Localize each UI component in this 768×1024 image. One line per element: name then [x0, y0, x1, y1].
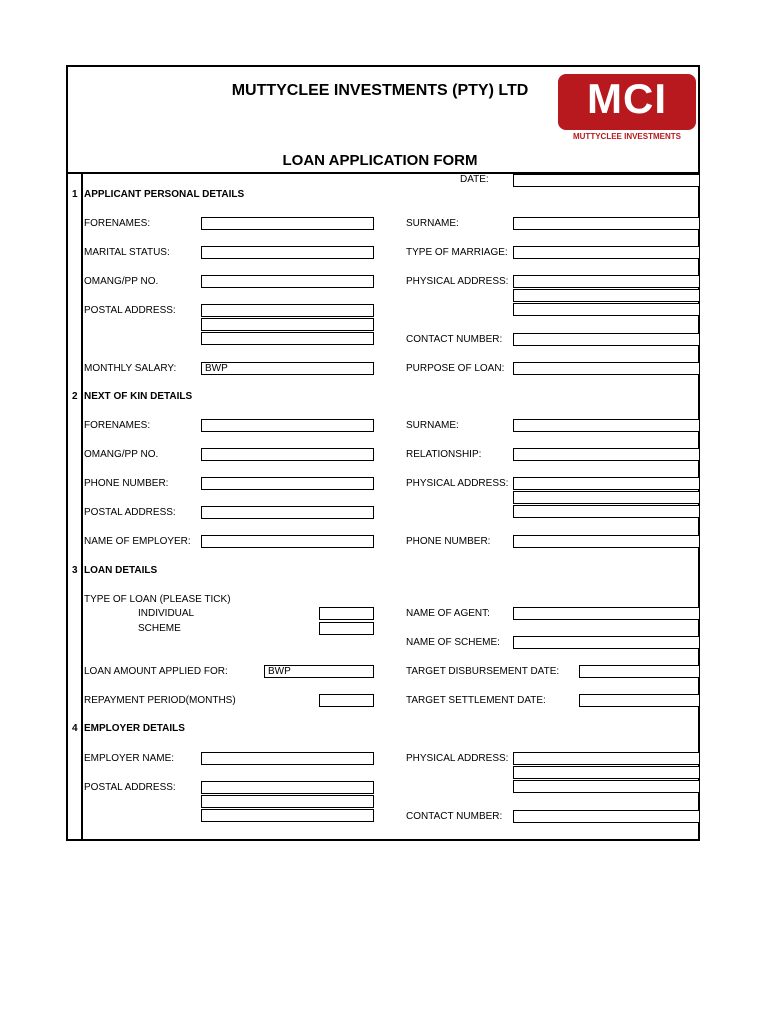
section-2-title: NEXT OF KIN DETAILS	[84, 391, 193, 402]
form-title: LOAN APPLICATION FORM	[282, 152, 478, 169]
applicant-postal-address-field-1[interactable]	[201, 304, 374, 317]
loan-scheme-label: SCHEME	[138, 623, 181, 634]
kin-surname-label: SURNAME:	[406, 420, 459, 431]
kin-postal-address-field[interactable]	[201, 506, 374, 519]
kin-forenames-field[interactable]	[201, 419, 374, 432]
kin-surname-field[interactable]	[513, 419, 700, 432]
applicant-postal-address-label: POSTAL ADDRESS:	[84, 305, 176, 316]
kin-physical-address-field-1[interactable]	[513, 477, 700, 490]
kin-physical-address-field-2[interactable]	[513, 491, 700, 504]
logo-text: MCI	[587, 75, 667, 122]
applicant-forenames-label: FORENAMES:	[84, 218, 151, 229]
name-of-scheme-label: NAME OF SCHEME:	[406, 637, 500, 648]
employer-physical-address-field-1[interactable]	[513, 752, 700, 765]
employer-physical-address-field-3[interactable]	[513, 780, 700, 793]
kin-omang-label: OMANG/PP NO.	[84, 449, 159, 460]
loan-individual-checkbox[interactable]	[319, 607, 374, 620]
kin-forenames-label: FORENAMES:	[84, 420, 151, 431]
employer-physical-address-field-2[interactable]	[513, 766, 700, 779]
purpose-of-loan-field[interactable]	[513, 362, 700, 375]
target-disbursement-date-field[interactable]	[579, 665, 700, 678]
marital-status-field[interactable]	[201, 246, 374, 259]
type-of-marriage-field[interactable]	[513, 246, 700, 259]
section-3-title: LOAN DETAILS	[84, 565, 158, 576]
section-number-column-divider	[81, 173, 83, 840]
company-name: MUTTYCLEE INVESTMENTS (PTY) LTD	[231, 82, 529, 99]
applicant-surname-label: SURNAME:	[406, 218, 459, 229]
kin-phone-number-label: PHONE NUMBER:	[84, 478, 169, 489]
monthly-salary-label: MONTHLY SALARY:	[84, 363, 177, 374]
applicant-forenames-field[interactable]	[201, 217, 374, 230]
applicant-physical-address-label: PHYSICAL ADDRESS:	[406, 276, 509, 287]
loan-scheme-checkbox[interactable]	[319, 622, 374, 635]
section-2-number: 2	[72, 391, 78, 402]
applicant-postal-address-field-2[interactable]	[201, 318, 374, 331]
employer-postal-address-field-1[interactable]	[201, 781, 374, 794]
section-4-title: EMPLOYER DETAILS	[84, 723, 185, 734]
date-field[interactable]	[513, 174, 700, 187]
applicant-surname-field[interactable]	[513, 217, 700, 230]
employer-contact-number-field[interactable]	[513, 810, 700, 823]
loan-individual-label: INDIVIDUAL	[138, 608, 195, 619]
date-label: DATE:	[460, 174, 489, 185]
repayment-period-field[interactable]	[319, 694, 374, 707]
repayment-period-label: REPAYMENT PERIOD(MONTHS)	[84, 695, 236, 706]
employer-postal-address-field-3[interactable]	[201, 809, 374, 822]
name-of-agent-label: NAME OF AGENT:	[406, 608, 490, 619]
mci-logo	[558, 74, 696, 130]
section-3-number: 3	[72, 565, 78, 576]
target-settlement-date-label: TARGET SETTLEMENT DATE:	[406, 695, 546, 706]
monthly-salary-field[interactable]: BWP	[201, 362, 374, 375]
applicant-omang-field[interactable]	[201, 275, 374, 288]
name-of-scheme-field[interactable]	[513, 636, 700, 649]
kin-phone-number-field[interactable]	[201, 477, 374, 490]
target-disbursement-date-label: TARGET DISBURSEMENT DATE:	[406, 666, 560, 677]
kin-postal-address-label: POSTAL ADDRESS:	[84, 507, 176, 518]
target-settlement-date-field[interactable]	[579, 694, 700, 707]
name-of-agent-field[interactable]	[513, 607, 700, 620]
type-of-marriage-label: TYPE OF MARRIAGE:	[406, 247, 508, 258]
logo-subtext: MUTTYCLEE INVESTMENTS	[572, 132, 681, 141]
employer-name-label: EMPLOYER NAME:	[84, 753, 175, 764]
employer-contact-number-label: CONTACT NUMBER:	[406, 811, 503, 822]
employer-postal-address-field-2[interactable]	[201, 795, 374, 808]
kin-employer-phone-field[interactable]	[513, 535, 700, 548]
type-of-loan-label: TYPE OF LOAN (PLEASE TICK)	[84, 594, 231, 605]
applicant-physical-address-field-2[interactable]	[513, 289, 700, 302]
applicant-physical-address-field-1[interactable]	[513, 275, 700, 288]
kin-omang-field[interactable]	[201, 448, 374, 461]
applicant-contact-number-field[interactable]	[513, 333, 700, 346]
applicant-contact-number-label: CONTACT NUMBER:	[406, 334, 503, 345]
kin-employer-phone-label: PHONE NUMBER:	[406, 536, 491, 547]
section-1-number: 1	[72, 189, 78, 200]
employer-postal-address-label: POSTAL ADDRESS:	[84, 782, 176, 793]
applicant-postal-address-field-3[interactable]	[201, 332, 374, 345]
section-1-title: APPLICANT PERSONAL DETAILS	[84, 189, 245, 200]
loan-amount-label: LOAN AMOUNT APPLIED FOR:	[84, 666, 228, 677]
marital-status-label: MARITAL STATUS:	[84, 247, 170, 258]
kin-physical-address-label: PHYSICAL ADDRESS:	[406, 478, 509, 489]
kin-employer-label: NAME OF EMPLOYER:	[84, 536, 191, 547]
kin-physical-address-field-3[interactable]	[513, 505, 700, 518]
section-4-number: 4	[72, 723, 78, 734]
kin-relationship-label: RELATIONSHIP:	[406, 449, 482, 460]
employer-name-field[interactable]	[201, 752, 374, 765]
employer-physical-address-label: PHYSICAL ADDRESS:	[406, 753, 509, 764]
kin-employer-field[interactable]	[201, 535, 374, 548]
purpose-of-loan-label: PURPOSE OF LOAN:	[406, 363, 505, 374]
loan-amount-field[interactable]: BWP	[264, 665, 374, 678]
applicant-physical-address-field-3[interactable]	[513, 303, 700, 316]
kin-relationship-field[interactable]	[513, 448, 700, 461]
applicant-omang-label: OMANG/PP NO.	[84, 276, 159, 287]
